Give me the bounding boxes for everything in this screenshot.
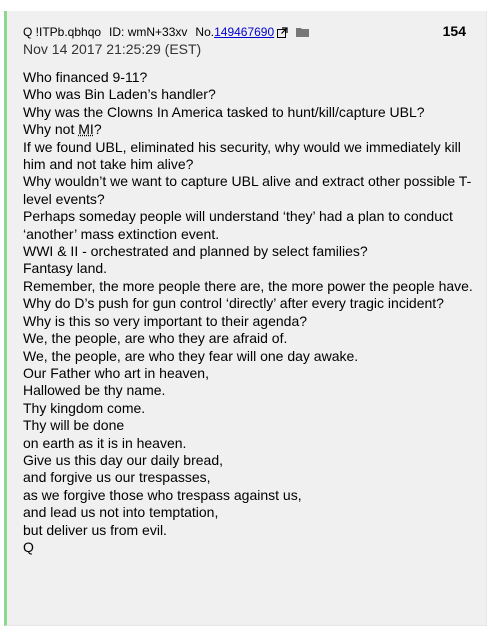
post-line: Give us this day our daily bread, [23,451,223,468]
post-date: Nov 14 2017 21:25:29 (EST) [23,41,202,57]
post-line: but deliver us from evil. [23,521,167,538]
post-line: Who was Bin Laden’s handler? [23,86,216,103]
post-number-label: No. [195,25,215,39]
post-line: If we found UBL, eliminated his security, why would we immediately kill him and not take him alive? [23,138,461,173]
post-line: Q [23,538,34,555]
post-line: Why wouldn’t we want to capture UBL alive and extract other possible T-level events? [23,173,472,207]
external-link-icon[interactable] [277,27,288,38]
post-line: Fantasy land. [23,260,108,277]
post-line: Who financed 9-11? [23,69,148,85]
post-line: Perhaps someday people will understand ‘they’ had a plan to conduct ‘another’ mass extinction event. [23,208,453,242]
post-line: and lead us not into temptation, [23,504,219,521]
post-line: WWI & II - orchestrated and planned by select families? [23,243,368,260]
poster-name: Q !ITPb.qbhqo [23,25,102,39]
post-number-link[interactable]: 149467690 [214,25,275,39]
post-line: We, the people, are who they are afraid of. [23,330,288,347]
post-line: Why do D’s push for gun control ‘directly’ after every tragic incident? [23,295,444,312]
post-card [4,11,487,626]
post-line: and forgive us our trespasses, [23,469,211,486]
post-line: Hallowed be thy name. [23,382,166,399]
post-line: on earth as it is in heaven. [23,434,187,451]
post-line: as we forgive those who trespass against us, [23,486,302,503]
post-line: Thy kingdom come. [23,399,146,416]
post-line: Why is this so very important to their agenda? [23,312,308,329]
poster-id: ID: wmN+33xv [109,25,188,39]
post-line: Why not MI? [23,121,102,138]
post-line: Remember, the more people there are, the more power the people have. [23,277,473,294]
post-count: 154 [442,23,466,39]
post-header [23,25,309,39]
folder-icon[interactable] [296,27,309,37]
post-line: We, the people, are who they fear will one day awake. [23,347,359,364]
post-line: Our Father who art in heaven, [23,364,209,381]
abbreviation-mi: MI [78,121,94,138]
post-body [23,69,485,556]
post-line: Why was the Clowns In America tasked to hunt/kill/capture UBL? [23,103,425,120]
post-line: Thy will be done [23,417,125,434]
